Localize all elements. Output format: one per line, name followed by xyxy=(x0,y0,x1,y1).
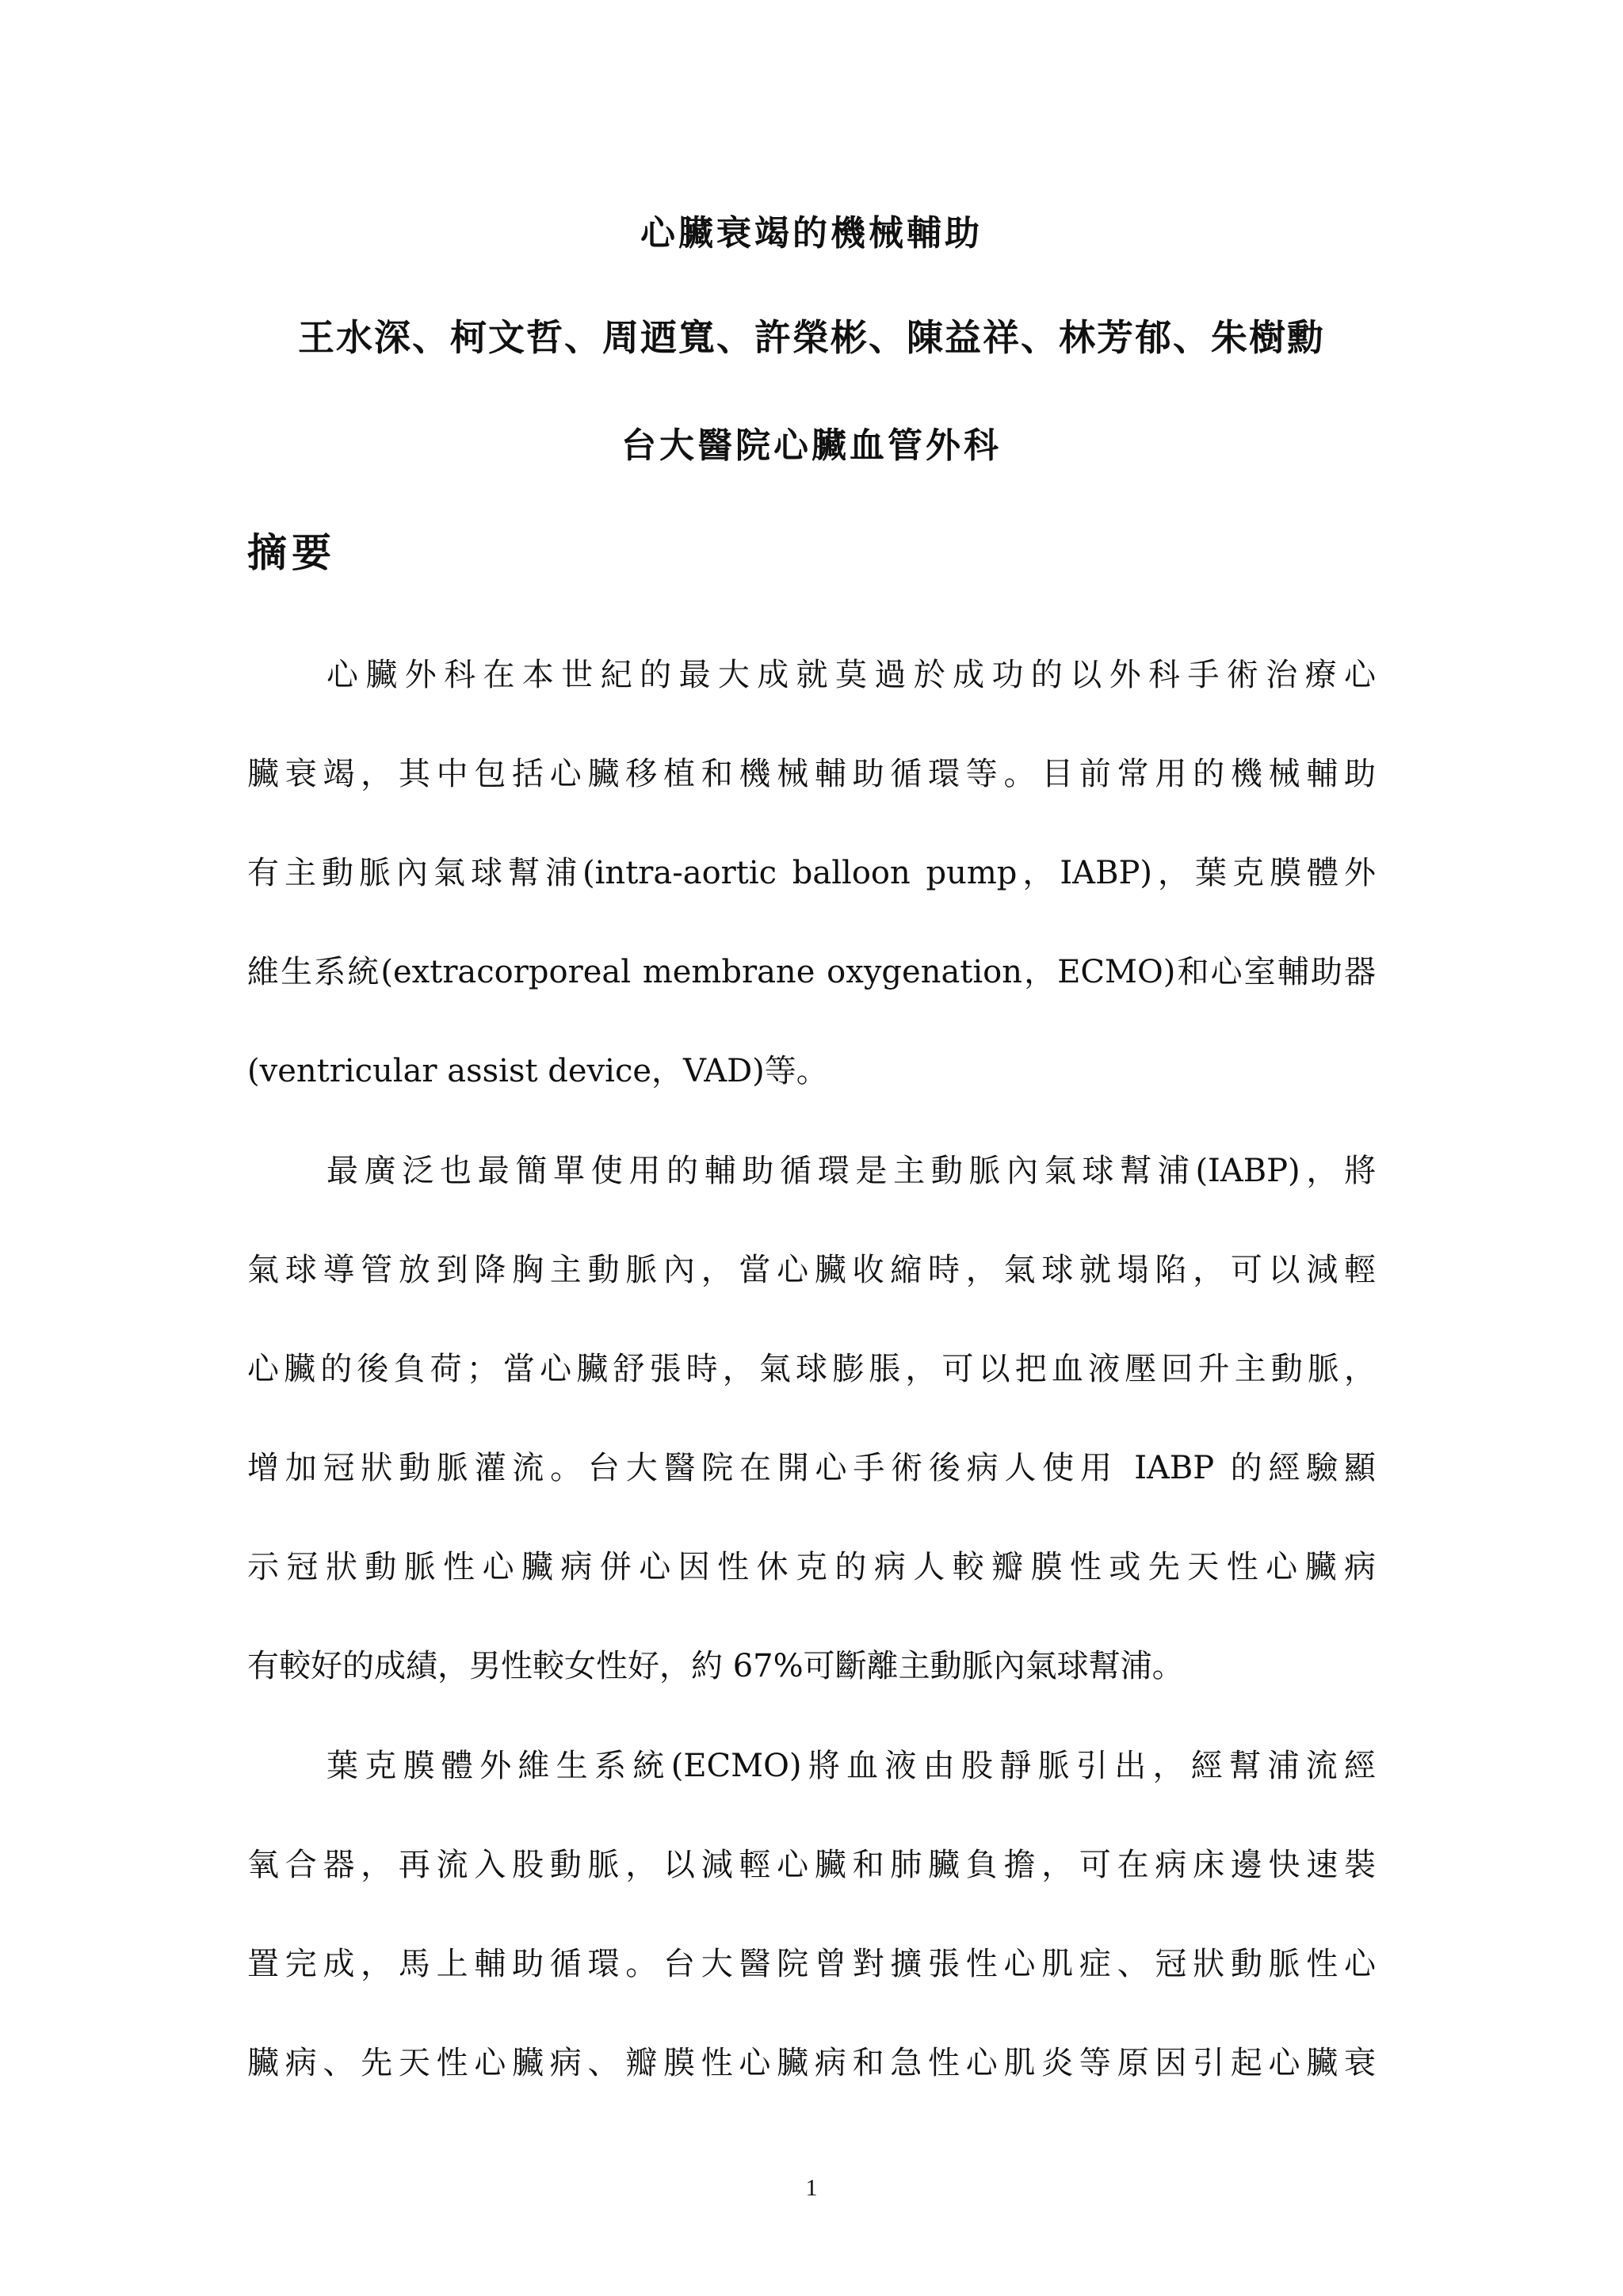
page-number: 1 xyxy=(805,2175,818,2201)
author-list: 王水深、柯文哲、周迺寬、許榮彬、陳益祥、林芳郁、朱樹勳 xyxy=(298,316,1325,359)
department-name: 台大醫院心臟血管外科 xyxy=(621,425,1002,466)
section-heading-abstract: 摘要 xyxy=(247,529,336,576)
text-line: 臟病、先天性心臟病、瓣膜性心臟病和急性心肌炎等原因引起心臟衰 xyxy=(247,2045,1376,2081)
text-line: 臟衰竭，其中包括心臟移植和機械輔助循環等。目前常用的機械輔助 xyxy=(247,756,1376,792)
text-line: 增加冠狀動脈灌流。台大醫院在開心手術後病人使用 IABP 的經驗顯 xyxy=(247,1450,1376,1486)
paragraph-2 xyxy=(247,1122,1376,1716)
paragraph-3 xyxy=(247,1717,1376,2113)
text-line: 最廣泛也最簡單使用的輔助循環是主動脈內氣球幫浦(IABP)，將 xyxy=(327,1153,1376,1189)
text-line: 示冠狀動脈性心臟病併心因性休克的病人較瓣膜性或先天性心臟病 xyxy=(247,1549,1376,1585)
document-title: 心臟衰竭的機械輔助 xyxy=(640,213,983,254)
text-line: 置完成，馬上輔助循環。台大醫院曾對擴張性心肌症、冠狀動脈性心 xyxy=(247,1946,1376,1982)
text-line: (ventricular assist device，VAD)等。 xyxy=(247,1053,828,1089)
text-line: 葉克膜體外維生系統(ECMO)將血液由股靜脈引出，經幫浦流經 xyxy=(327,1748,1376,1784)
text-line: 氣球導管放到降胸主動脈內，當心臟收縮時，氣球就塌陷，可以減輕 xyxy=(247,1252,1376,1288)
text-line: 氧合器，再流入股動脈，以減輕心臟和肺臟負擔，可在病床邊快速裝 xyxy=(247,1847,1376,1883)
text-line: 有主動脈內氣球幫浦(intra-aortic balloon pump，IABP)，葉克膜體外 xyxy=(247,855,1376,891)
paragraph-1 xyxy=(247,626,1376,1121)
text-line: 心臟的後負荷；當心臟舒張時，氣球膨脹，可以把血液壓回升主動脈， xyxy=(247,1351,1376,1387)
text-line: 維生系統(extracorporeal membrane oxygenation，ECMO)和心室輔助器 xyxy=(247,954,1376,990)
text-line: 有較好的成績，男性較女性好，約 67%可斷離主動脈內氣球幫浦。 xyxy=(247,1648,1184,1684)
text-line: 心臟外科在本世紀的最大成就莫過於成功的以外科手術治療心 xyxy=(327,657,1376,693)
